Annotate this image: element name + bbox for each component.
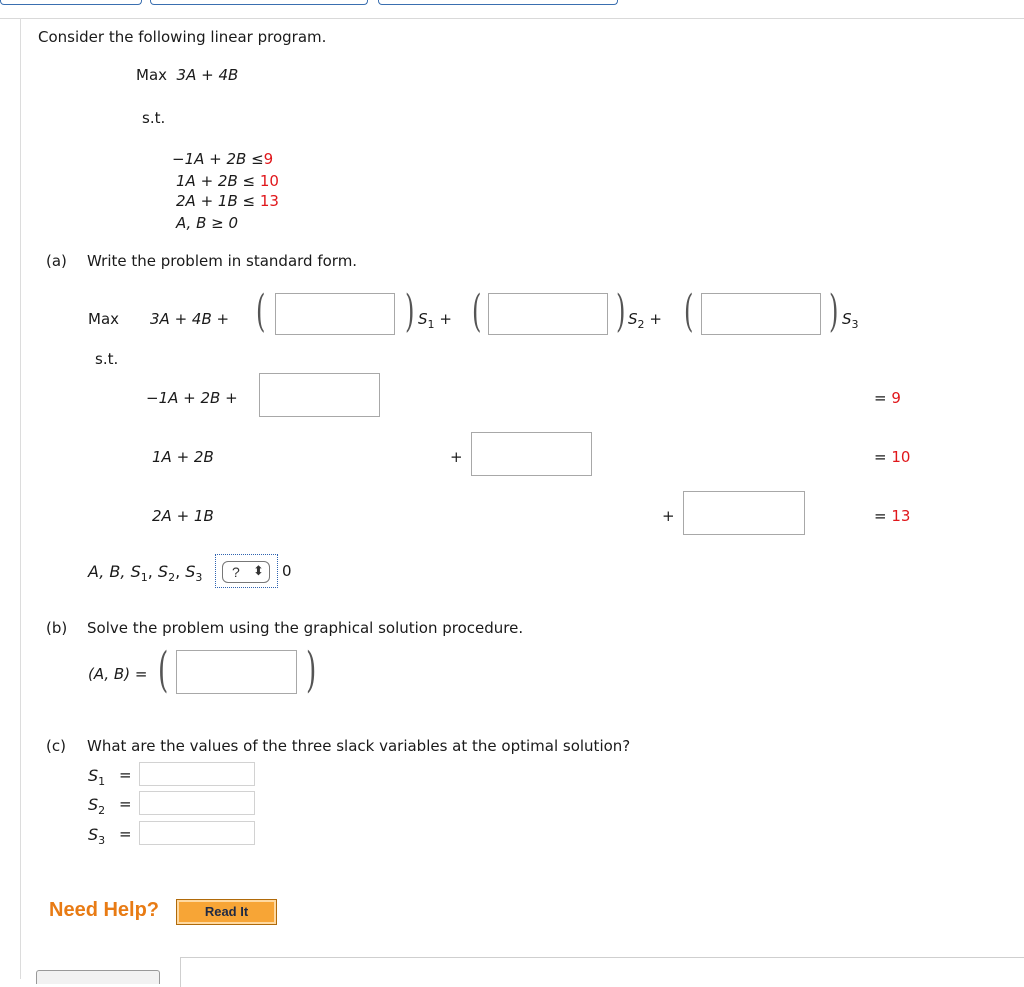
part-b-question: Solve the problem using the graphical solution procedure. (87, 619, 524, 637)
slack-s1-eq: = (119, 766, 132, 784)
part-c-label: (c) (46, 737, 66, 755)
part-a-question: Write the problem in standard form. (87, 252, 358, 270)
part-b-label: (b) (46, 619, 68, 637)
std-max-label: Max (88, 310, 120, 328)
std-nonneg-rhs: 0 (282, 562, 292, 580)
slack-s3-input[interactable] (139, 821, 255, 845)
std-row2-plus: + (450, 448, 463, 466)
std-row2-lhs: 1A + 2B (152, 448, 214, 466)
std-row2-rhs: = 10 (874, 448, 911, 466)
constraint-3: 2A + 1B ≤ 13 (176, 192, 279, 210)
top-tab-left[interactable] (0, 0, 142, 5)
std-nonneg-vars: A, B, $S_1$, $S_2$, $S_3$ (88, 562, 203, 584)
paren-close-2: ) (616, 286, 626, 337)
slack-s2-input[interactable] (139, 791, 255, 815)
paren-open-ab: ( (158, 642, 169, 698)
std-row3-lhs: 2A + 1B (152, 507, 214, 525)
select-arrows-icon: ⬍ (253, 563, 264, 578)
std-row3-plus: + (662, 507, 675, 525)
objective-s3: $S_3$ (842, 310, 859, 331)
constraint-1: −1A + 2B ≤9 (172, 150, 274, 168)
ab-label: (A, B) = (88, 665, 148, 683)
slack-coef-s1-input[interactable] (275, 293, 395, 335)
slack-s1-input[interactable] (139, 762, 255, 786)
std-row2-slack-input[interactable] (471, 432, 592, 476)
slack-s2-eq: = (119, 795, 132, 813)
std-row1-lhs: −1A + 2B + (146, 389, 238, 407)
submit-button-partial[interactable] (36, 970, 160, 984)
top-divider (0, 18, 1024, 19)
answer-panel-partial (180, 957, 1024, 987)
problem-st: s.t. (142, 109, 166, 127)
relation-select[interactable] (222, 561, 270, 583)
slack-coef-s2-input[interactable] (488, 293, 608, 335)
std-row3-slack-input[interactable] (683, 491, 805, 535)
constraint-nonneg: A, B ≥ 0 (176, 214, 239, 232)
slack-s3-label: $S_3$ (88, 825, 106, 847)
std-st-label: s.t. (95, 350, 119, 368)
need-help-label: Need Help? (49, 899, 160, 921)
std-objective-prefix: 3A + 4B + (150, 310, 230, 328)
part-a-label: (a) (46, 252, 67, 270)
part-c-question: What are the values of the three slack variables at the optimal solution? (87, 737, 631, 755)
intro-text: Consider the following linear program. (38, 28, 327, 46)
top-tab-middle[interactable] (150, 0, 368, 5)
slack-coef-s3-input[interactable] (701, 293, 821, 335)
ab-solution-input[interactable] (176, 650, 297, 694)
constraint-2: 1A + 2B ≤ 10 (176, 172, 279, 190)
read-it-button[interactable]: Read It (176, 899, 277, 925)
paren-open-3: ( (684, 286, 694, 337)
std-row1-rhs: = 9 (874, 389, 901, 407)
paren-open-2: ( (472, 286, 482, 337)
top-tab-right[interactable] (378, 0, 618, 5)
relation-select-value: ? (232, 564, 240, 580)
std-row1-slack-input[interactable] (259, 373, 380, 417)
slack-s1-label: $S_1$ (88, 766, 106, 788)
left-border (20, 18, 21, 979)
objective-s1: $S_1$ + (418, 310, 452, 331)
paren-close-3: ) (829, 286, 839, 337)
objective-s2: $S_2$ + (628, 310, 662, 331)
std-row3-rhs: = 13 (874, 507, 911, 525)
problem-objective: Max 3A + 4B (136, 66, 239, 84)
paren-close-ab: ) (306, 642, 317, 698)
slack-s2-label: $S_2$ (88, 795, 106, 817)
paren-open-1: ( (256, 286, 266, 337)
slack-s3-eq: = (119, 825, 132, 843)
paren-close-1: ) (405, 286, 415, 337)
